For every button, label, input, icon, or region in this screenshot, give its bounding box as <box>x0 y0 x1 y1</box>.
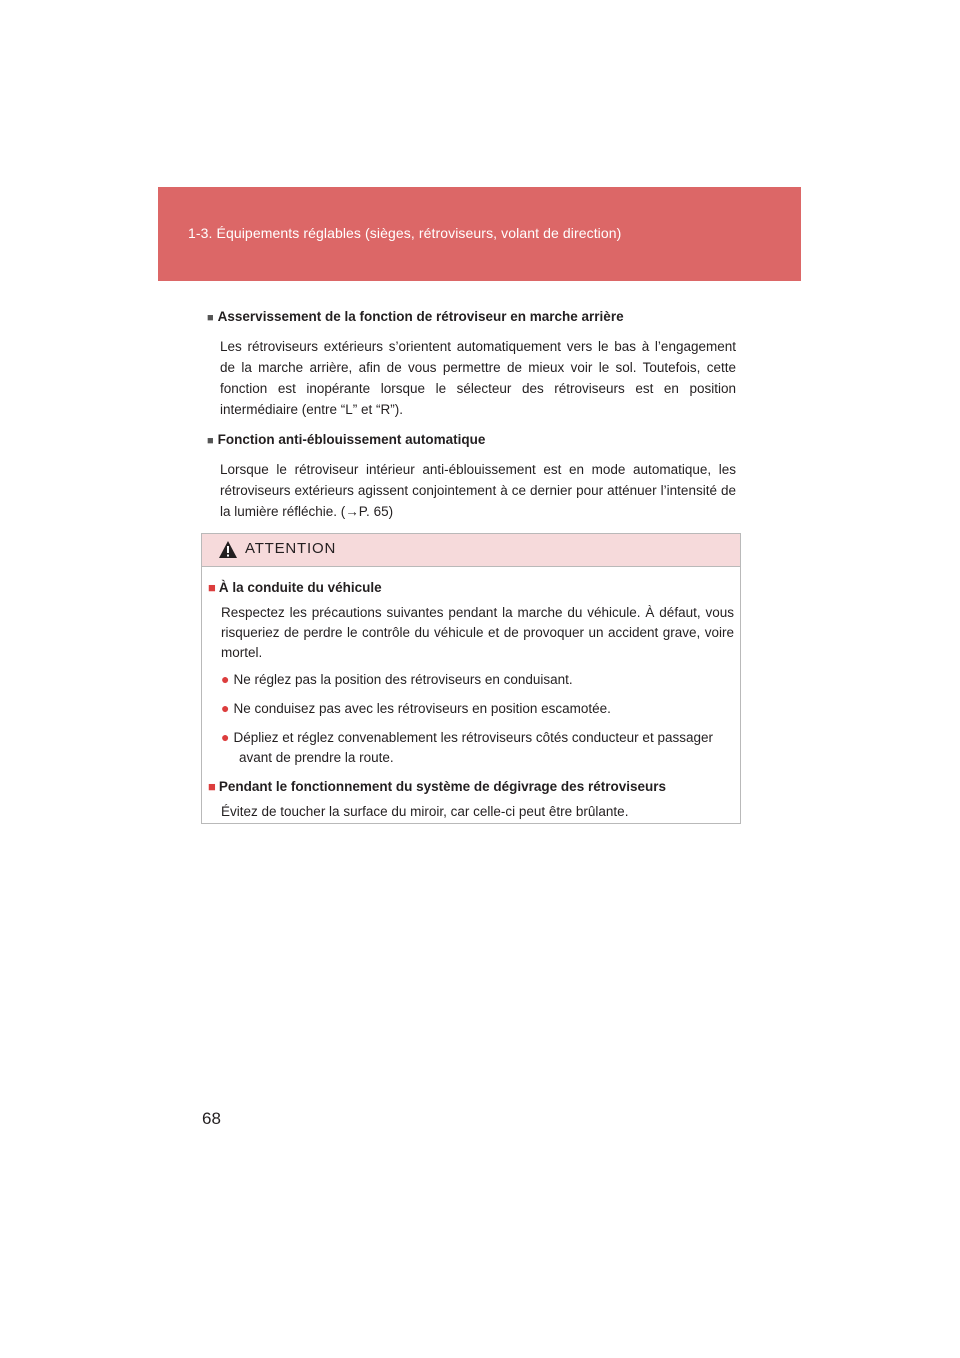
warning-list-item: ● Dépliez et réglez convenablement les rétroviseurs côtés conducteur et passager avant de prendre la route. <box>221 729 713 765</box>
page-header <box>158 187 801 281</box>
breadcrumb: 1-3. Équipements réglables (sièges, rétroviseurs, volant de direction) <box>188 225 622 241</box>
square-bullet-icon: ■ <box>207 312 214 324</box>
warning-title: ATTENTION <box>245 540 337 557</box>
section-auto-antiglare <box>207 428 736 522</box>
section-reverse-tilt <box>207 305 736 420</box>
section-title: ■ Asservissement de la fonction de rétroviseur en marche arrière <box>207 309 624 324</box>
warning-section-text: Évitez de toucher la surface du miroir, car celle-ci peut être brûlante. <box>221 804 629 819</box>
warning-header <box>202 534 740 567</box>
warning-section-text: Respectez les précautions suivantes pendant la marche du véhicule. À défaut, vous risqueriez de perdre le contrôle du véhicule et de provoquer un accident grave, voire mortel. <box>221 605 734 660</box>
bullet-dot-icon: ● <box>221 700 230 716</box>
square-bullet-icon: ■ <box>208 779 216 794</box>
bullet-dot-icon: ● <box>221 671 230 687</box>
warning-list-item: ● Ne conduisez pas avec les rétroviseurs en position escamotée. <box>221 700 611 716</box>
warning-section-title: ■ Pendant le fonctionnement du système de dégivrage des rétroviseurs <box>208 779 666 794</box>
section-title: ■ Fonction anti-éblouissement automatique <box>207 432 486 447</box>
square-bullet-icon: ■ <box>207 435 214 447</box>
main-content <box>207 305 736 530</box>
bullet-dot-icon: ● <box>221 729 230 745</box>
warning-triangle-icon <box>218 540 238 559</box>
section-text: Les rétroviseurs extérieurs s’orientent automatiquement vers le bas à l’engagement de la marche arrière, afin de vous permettre de mieux voir le sol. Toutefois, cette fonction est inopérante lorsque le sélecteur des rétroviseurs est en position intermédiaire (entre “L” et “R”). <box>220 339 736 417</box>
warning-box <box>201 533 741 824</box>
warning-section-title: ■ À la conduite du véhicule <box>208 580 382 595</box>
warning-list-item: ● Ne réglez pas la position des rétroviseurs en conduisant. <box>221 671 573 687</box>
square-bullet-icon: ■ <box>208 580 216 595</box>
page-number: 68 <box>202 1109 221 1128</box>
section-text: Lorsque le rétroviseur intérieur anti-éblouissement est en mode automatique, les rétroviseurs extérieurs agissent conjointement à ce dernier pour atténuer l’intensité de la lumière réfléchie. (→P. 65) <box>220 462 736 519</box>
warning-body <box>202 567 740 822</box>
